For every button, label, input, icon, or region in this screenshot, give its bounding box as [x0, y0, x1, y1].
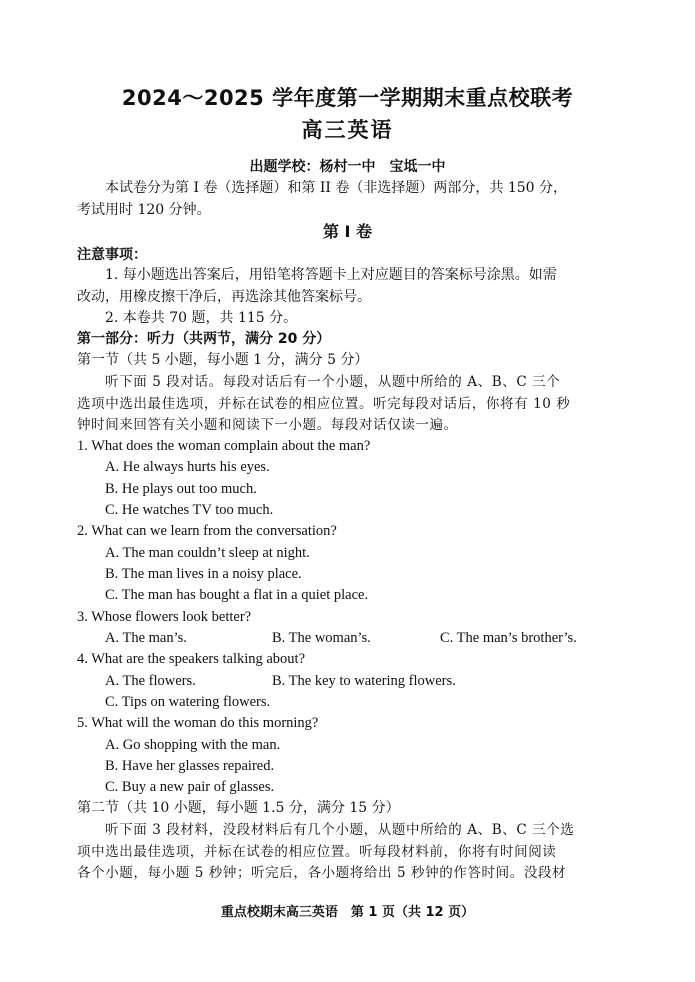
section1-instructions-3: 钟时间来回答有关小题和阅读下一小题。每段对话仅读一遍。: [77, 417, 458, 433]
notice-line-1: 1. 每小题选出答案后，用铅笔将答题卡上对应题目的答案标号涂黑。如需: [105, 267, 557, 283]
question-4-option-c: C. Tips on watering flowers.: [105, 694, 271, 710]
question-1-option-b: B. He plays out too much.: [105, 481, 257, 497]
setting-schools: 出题学校：杨村一中 宝坻一中: [249, 159, 446, 175]
question-2-stem: 2. What can we learn from the conversation?: [77, 523, 337, 539]
question-5-option-b: B. Have her glasses repaired.: [105, 758, 275, 774]
notice-line-3: 2. 本卷共 70 题，共 115 分。: [105, 310, 298, 326]
section2-instructions-2: 项中选出最佳选项，并标在试卷的相应位置。听每段材料前，你将有时间阅读: [77, 844, 557, 860]
question-3-option-b: B. The woman’s.: [272, 630, 371, 646]
question-2-option-a: A. The man couldn’t sleep at night.: [105, 545, 310, 561]
question-3-stem: 3. Whose flowers look better?: [77, 609, 252, 625]
question-4-stem: 4. What are the speakers talking about?: [77, 651, 306, 667]
question-4-option-b: B. The key to watering flowers.: [272, 673, 456, 689]
question-1-stem: 1. What does the woman complain about the man?: [77, 438, 371, 454]
section1-instructions-1: 听下面 5 段对话。每段对话后有一个小题，从题中所给的 A、B、C 三个: [105, 374, 561, 390]
notice-heading: 注意事项：: [77, 247, 147, 263]
question-5-option-a: A. Go shopping with the man.: [105, 737, 281, 753]
question-2-option-c: C. The man has bought a flat in a quiet place.: [105, 587, 369, 603]
section1-instructions-2: 选项中选出最佳选项，并标在试卷的相应位置。听完每段对话后，你将有 10 秒: [77, 396, 571, 412]
question-3-option-c: C. The man’s brother’s.: [440, 630, 577, 646]
volume-title: 第 I 卷: [322, 222, 373, 241]
question-1-option-c: C. He watches TV too much.: [105, 502, 274, 518]
question-1-option-a: A. He always hurts his eyes.: [105, 459, 270, 475]
section2-instructions-3: 各个小题，每小题 5 秒钟；听完后，各小题将给出 5 秒钟的作答时间。没段材: [77, 865, 567, 881]
page-footer: 重点校期末高三英语 第 1 页（共 12 页）: [220, 905, 475, 920]
notice-line-2: 改动，用橡皮擦干净后，再选涂其他答案标号。: [77, 289, 371, 305]
section1-heading: 第一节（共 5 小题，每小题 1 分，满分 5 分）: [77, 352, 369, 368]
question-4-option-a: A. The flowers.: [105, 673, 196, 689]
question-3-option-a: A. The man’s.: [105, 630, 187, 646]
intro-line-1: 本试卷分为第 I 卷（选择题）和第 II 卷（非选择题）两部分，共 150 分，: [105, 180, 568, 196]
question-5-stem: 5. What will the woman do this morning?: [77, 715, 319, 731]
section2-heading: 第二节（共 10 小题，每小题 1.5 分，满分 15 分）: [77, 800, 400, 816]
question-5-option-c: C. Buy a new pair of glasses.: [105, 779, 275, 795]
question-2-option-b: B. The man lives in a noisy place.: [105, 566, 302, 582]
exam-subject: 高三英语: [301, 118, 394, 142]
section2-instructions-1: 听下面 3 段材料，没段材料后有几个小题，从题中所给的 A、B、C 三个选: [105, 822, 575, 838]
part1-heading: 第一部分：听力（共两节，满分 20 分）: [77, 331, 331, 347]
exam-title: 2024～2025 学年度第一学期期末重点校联考: [121, 86, 574, 110]
intro-line-2: 考试用时 120 分钟。: [77, 202, 211, 218]
